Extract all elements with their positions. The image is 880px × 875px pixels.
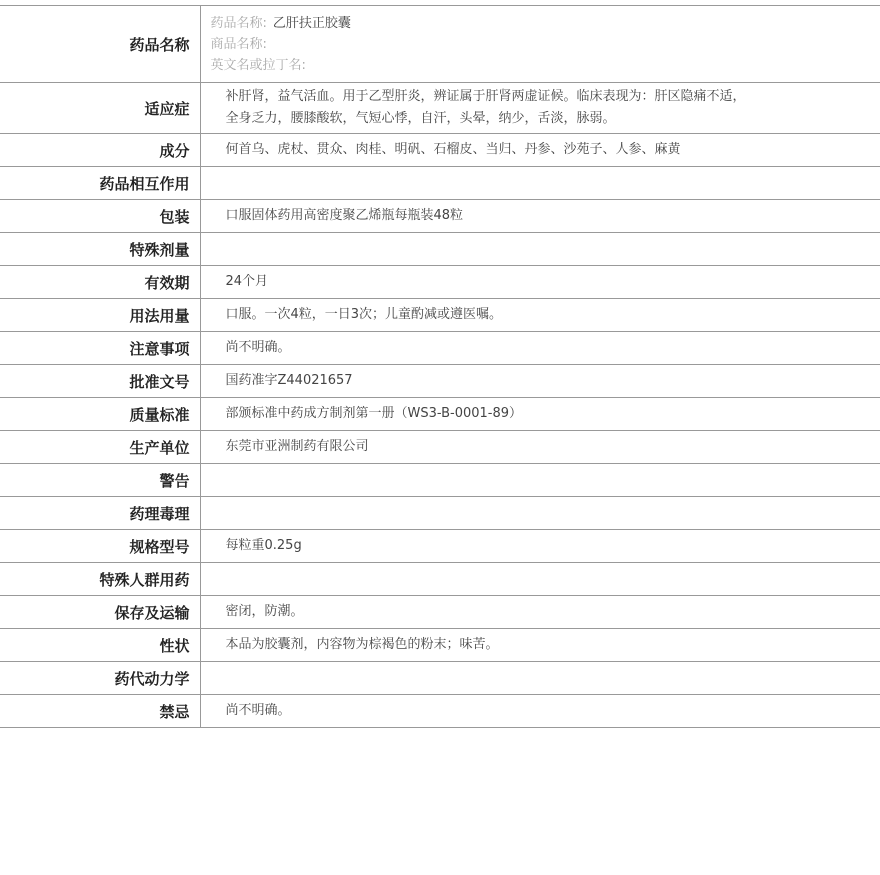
row-drug-name	[0, 6, 880, 83]
table-row	[0, 200, 880, 233]
row-label: 药代动力学	[0, 662, 200, 695]
row-label: 性状	[0, 629, 200, 662]
row-label: 成分	[0, 134, 200, 167]
table-row	[0, 431, 880, 464]
row-value: 部颁标准中药成方制剂第一册（WS3-B-0001-89）	[200, 398, 880, 431]
row-value: 本品为胶囊剂，内容物为棕褐色的粉末；味苦。	[200, 629, 880, 662]
row-label: 注意事项	[0, 332, 200, 365]
row-label: 特殊剂量	[0, 233, 200, 266]
row-value: 尚不明确。	[200, 332, 880, 365]
row-label: 质量标准	[0, 398, 200, 431]
table-row	[0, 530, 880, 563]
row-value: 口服固体药用高密度聚乙烯瓶每瓶装48粒	[200, 200, 880, 233]
row-value: 密闭，防潮。	[200, 596, 880, 629]
row-label: 药品名称	[0, 6, 200, 83]
row-value: 口服。一次4粒，一日3次；儿童酌减或遵医嘱。	[200, 299, 880, 332]
drug-info-table	[0, 5, 880, 728]
row-value: 何首乌、虎杖、贯众、肉桂、明矾、石榴皮、当归、丹参、沙苑子、人参、麻黄	[200, 134, 880, 167]
row-value	[200, 497, 880, 530]
row-value: 国药准字Z44021657	[200, 365, 880, 398]
generic-name-value: 乙肝扶正胶囊	[273, 16, 351, 31]
row-label: 用法用量	[0, 299, 200, 332]
table-row	[0, 629, 880, 662]
table-row	[0, 299, 880, 332]
row-value	[200, 167, 880, 200]
row-value: 每粒重0.25g	[200, 530, 880, 563]
table-row	[0, 134, 880, 167]
table-row	[0, 563, 880, 596]
row-label: 药理毒理	[0, 497, 200, 530]
generic-name-line	[211, 13, 880, 34]
indications-line-2: 全身乏力，腰膝酸软，气短心悸，自汗，头晕，纳少，舌淡，脉弱。	[226, 108, 880, 130]
row-label: 批准文号	[0, 365, 200, 398]
row-value: 尚不明确。	[200, 695, 880, 728]
row-value: 东莞市亚洲制药有限公司	[200, 431, 880, 464]
english-name-label: 英文名或拉丁名:	[211, 55, 880, 76]
generic-name-label: 药品名称:	[211, 16, 267, 31]
table-row	[0, 695, 880, 728]
table-row	[0, 233, 880, 266]
table-row	[0, 398, 880, 431]
row-label: 包装	[0, 200, 200, 233]
indications-value	[200, 83, 880, 134]
table-row	[0, 332, 880, 365]
row-value: 24个月	[200, 266, 880, 299]
row-label: 有效期	[0, 266, 200, 299]
table-row	[0, 497, 880, 530]
table-row	[0, 464, 880, 497]
table-row	[0, 266, 880, 299]
row-label: 警告	[0, 464, 200, 497]
drug-name-cell	[200, 6, 880, 83]
table-row	[0, 167, 880, 200]
table-row	[0, 365, 880, 398]
row-value	[200, 662, 880, 695]
indications-line-1: 补肝肾，益气活血。用于乙型肝炎，辨证属于肝肾两虚证候。临床表现为：肝区隐痛不适，	[226, 86, 880, 108]
row-label: 规格型号	[0, 530, 200, 563]
table-row	[0, 662, 880, 695]
row-label: 保存及运输	[0, 596, 200, 629]
row-label: 特殊人群用药	[0, 563, 200, 596]
row-label: 适应症	[0, 83, 200, 134]
row-value	[200, 233, 880, 266]
row-label: 药品相互作用	[0, 167, 200, 200]
row-value	[200, 563, 880, 596]
row-value	[200, 464, 880, 497]
row-label: 禁忌	[0, 695, 200, 728]
table-row	[0, 596, 880, 629]
row-indications	[0, 83, 880, 134]
trade-name-label: 商品名称:	[211, 34, 880, 55]
row-label: 生产单位	[0, 431, 200, 464]
